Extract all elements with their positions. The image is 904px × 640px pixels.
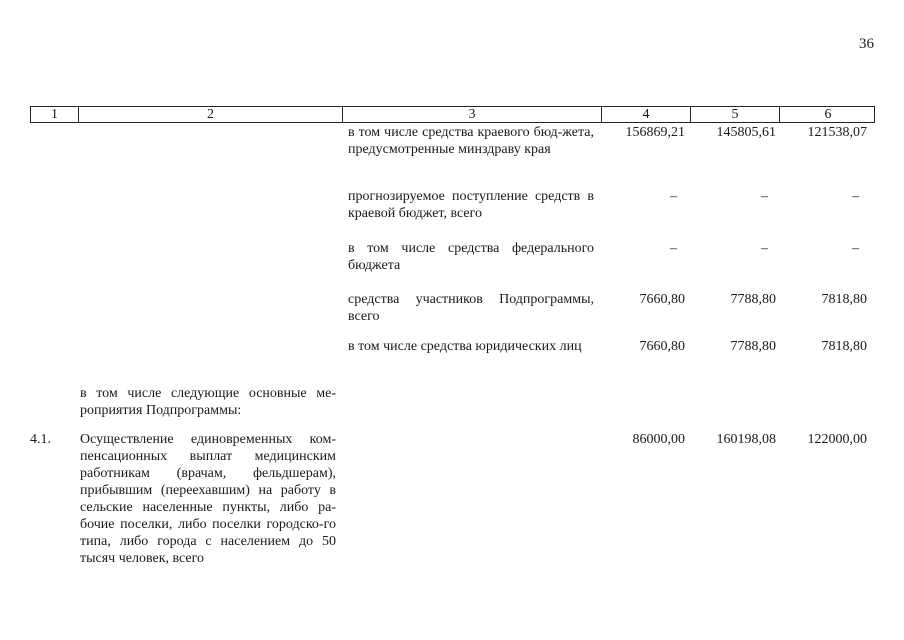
value-col-5: 7788,80	[730, 339, 776, 354]
funding-source: средства участников Подпрограммы, всего	[348, 292, 594, 324]
table-row	[30, 291, 875, 338]
value-col-6: –	[852, 241, 859, 256]
header-col-1: 1	[31, 107, 79, 122]
value-col-4: –	[670, 241, 677, 256]
value-col-4: –	[670, 189, 677, 204]
value-col-5: –	[761, 241, 768, 256]
table-row	[30, 338, 875, 385]
header-col-4: 4	[602, 107, 691, 122]
activity-description: в том числе следующие основные ме-роприятия Подпрограммы:	[80, 386, 336, 418]
activity-description: Осуществление единовременных ком-пенсационных выплат медицинским работникам (врачам, фельдшерам), прибывшим (переехавшим) на работу в сельские населенные пункты, либо ра-бочие поселки, либо поселки городско-го типа, либо города с населением до 50 тысяч человек, всего	[80, 432, 336, 566]
table-body	[30, 124, 875, 571]
table-row	[30, 385, 875, 431]
value-col-5: 160198,08	[716, 432, 776, 447]
value-col-4: 156869,21	[625, 125, 685, 140]
header-col-5: 5	[691, 107, 780, 122]
value-col-4: 7660,80	[639, 339, 685, 354]
funding-source: в том числе средства федерального бюджета	[348, 241, 594, 273]
header-col-3: 3	[343, 107, 602, 122]
value-col-6: 122000,00	[807, 432, 867, 447]
funding-source: в том числе средства юридических лиц	[348, 339, 582, 354]
table-row	[30, 188, 875, 240]
table-row	[30, 431, 875, 571]
item-number: 4.1.	[30, 432, 51, 447]
header-col-6: 6	[824, 107, 832, 122]
value-col-5: 7788,80	[730, 292, 776, 307]
value-col-5: –	[761, 189, 768, 204]
value-col-6: –	[852, 189, 859, 204]
page-number: 36	[859, 36, 874, 52]
value-col-5: 145805,61	[716, 125, 776, 140]
table-row	[30, 124, 875, 188]
header-col-2: 2	[79, 107, 343, 122]
funding-source: в том числе средства краевого бюд-жета, предусмотренные минздраву края	[348, 125, 594, 157]
value-col-4: 7660,80	[639, 292, 685, 307]
value-col-4: 86000,00	[632, 432, 685, 447]
funding-source: прогнозируемое поступление средств в краевой бюджет, всего	[348, 189, 594, 221]
value-col-6: 121538,07	[807, 125, 867, 140]
table-row	[30, 240, 875, 291]
value-col-6: 7818,80	[821, 339, 867, 354]
value-col-6: 7818,80	[821, 292, 867, 307]
table-header	[30, 106, 875, 123]
